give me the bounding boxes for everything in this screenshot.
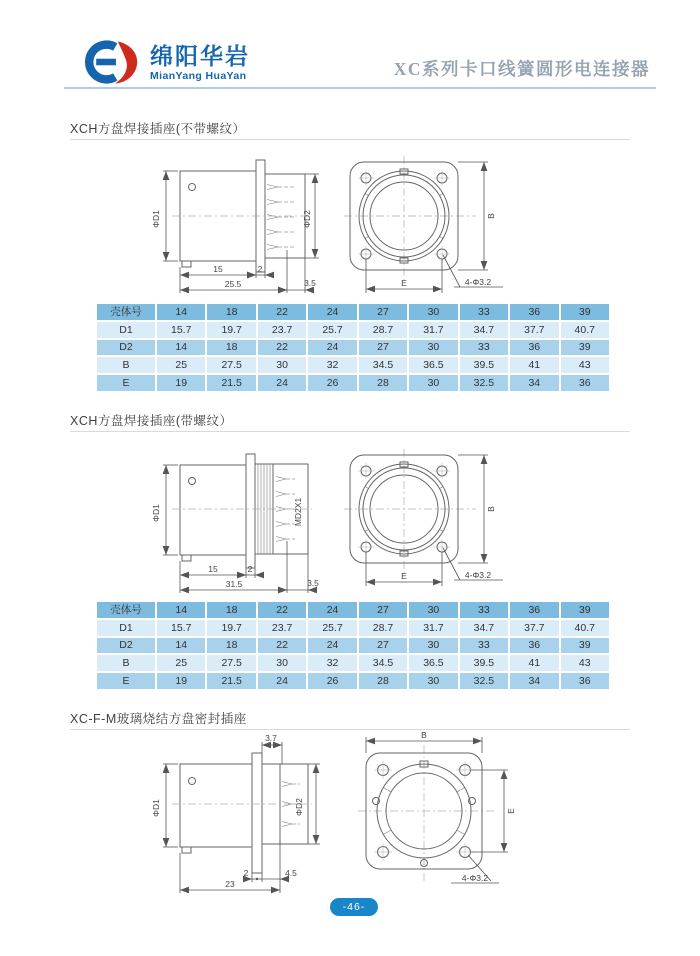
table-cell: 36: [510, 340, 558, 356]
table-header-cell: 30: [409, 304, 457, 320]
dim-label-total-length: 31.5: [225, 579, 243, 589]
table-cell: 24: [258, 673, 306, 689]
dim-label-mounting-holes: 4-Φ3.2: [461, 873, 489, 883]
dim-label-thread: MD2X1: [293, 497, 303, 527]
section-1-front-view-drawing: [342, 154, 507, 299]
table-cell: 27: [359, 340, 407, 356]
section-2-front-view-drawing: [342, 447, 507, 592]
table-row: [97, 638, 609, 654]
table-header-cell: 22: [258, 602, 306, 618]
table-cell: 39: [561, 638, 610, 654]
table-header-cell: 18: [207, 304, 255, 320]
table-header-cell: 壳体号: [97, 304, 155, 320]
dim-label-d1: ΦD1: [151, 210, 161, 228]
table-row: [97, 620, 609, 636]
table-cell: 30: [409, 340, 457, 356]
dim-label-body-length: 15: [208, 564, 218, 574]
table-cell: 37.7: [510, 620, 558, 636]
dimension-lines: [366, 162, 503, 293]
dimension-lines: [163, 171, 319, 293]
section-3-side-view-drawing: [150, 729, 350, 894]
brand-name-en: MianYang HuaYan: [150, 70, 247, 82]
connector-body: [180, 454, 308, 568]
table-cell: 34.5: [359, 655, 407, 671]
table-cell: 28.7: [359, 322, 407, 338]
table-header-cell: 壳体号: [97, 602, 155, 618]
table-cell: 25: [157, 655, 205, 671]
table-cell: 30: [258, 655, 306, 671]
connector-body: [180, 753, 308, 873]
table-cell: 34: [510, 375, 558, 391]
table-cell: 39.5: [460, 357, 508, 373]
dim-label-mounting-holes: 4-Φ3.2: [464, 570, 492, 580]
table-cell: 36: [561, 673, 610, 689]
dimension-lines: [163, 465, 316, 593]
table-cell: 36.5: [409, 357, 457, 373]
table-cell: 31.7: [409, 620, 457, 636]
table-cell: 30: [409, 673, 457, 689]
table-cell: 27.5: [207, 655, 255, 671]
table-cell: 30: [258, 357, 306, 373]
table-cell: 19.7: [207, 322, 255, 338]
table-cell: 22: [258, 638, 306, 654]
table-cell: 30: [409, 375, 457, 391]
document-title: XC系列卡口线簧圆形电连接器: [393, 59, 650, 79]
table-cell: 39: [561, 340, 610, 356]
table-header-cell: 39: [561, 304, 610, 320]
table-cell: 22: [258, 340, 306, 356]
table-cell: 19: [157, 673, 205, 689]
brand-name-cn: 绵阳华岩: [150, 43, 250, 69]
table-cell: 21.5: [207, 673, 255, 689]
table-cell: 37.7: [510, 322, 558, 338]
table-cell: E: [97, 375, 155, 391]
table-cell: 26: [308, 375, 356, 391]
table-cell: 19: [157, 375, 205, 391]
table-cell: 23.7: [258, 322, 306, 338]
table-cell: 28.7: [359, 620, 407, 636]
dim-label-mounting-holes: 4-Φ3.2: [464, 277, 492, 287]
table-cell: 24: [308, 638, 356, 654]
table-cell: 28: [359, 375, 407, 391]
table-cell: 32.5: [460, 673, 508, 689]
table-cell: 33: [460, 638, 508, 654]
table-cell: 33: [460, 340, 508, 356]
table-cell: 19.7: [207, 620, 255, 636]
dim-label-total-length: 23: [225, 879, 235, 889]
table-header-cell: 18: [207, 602, 255, 618]
table-header-cell: 22: [258, 304, 306, 320]
table-cell: E: [97, 673, 155, 689]
table-row: [97, 322, 609, 338]
table-cell: 40.7: [561, 322, 610, 338]
table-row: [97, 340, 609, 356]
table-header-cell: 33: [460, 602, 508, 618]
section-2-side-view-drawing: [150, 437, 350, 597]
table-cell: 34.5: [359, 357, 407, 373]
dim-label-pin-extension: 3.5: [304, 278, 316, 288]
dim-label-flange-thickness: 2: [247, 564, 253, 574]
section-3-title: XC-F-M玻璃烧结方盘密封插座: [70, 712, 247, 726]
table-cell: 15.7: [157, 620, 205, 636]
table-cell: 25.7: [308, 620, 356, 636]
section-1-divider: [70, 139, 630, 140]
table-header-cell: 30: [409, 602, 457, 618]
table-header-cell: 36: [510, 602, 558, 618]
table-cell: 27.5: [207, 357, 255, 373]
table-cell: 23.7: [258, 620, 306, 636]
dim-label-b: B: [486, 213, 496, 219]
table-cell: 24: [308, 340, 356, 356]
table-cell: 41: [510, 357, 558, 373]
dim-label-d1: ΦD1: [151, 504, 161, 522]
table-cell: 43: [561, 357, 610, 373]
header-divider: [64, 87, 656, 89]
dim-label-d1: ΦD1: [151, 799, 161, 817]
table-cell: 36: [510, 638, 558, 654]
table-cell: B: [97, 655, 155, 671]
dim-label-total-length: 25.5: [224, 279, 242, 289]
dim-label-b: B: [486, 506, 496, 512]
table-cell: 40.7: [561, 620, 610, 636]
table-cell: 31.7: [409, 322, 457, 338]
table-header-cell: 36: [510, 304, 558, 320]
table-cell: B: [97, 357, 155, 373]
table-cell: D2: [97, 638, 155, 654]
section-2-divider: [70, 431, 630, 432]
table-cell: 18: [207, 340, 255, 356]
table-header-cell: 14: [157, 602, 205, 618]
table-cell: 34: [510, 673, 558, 689]
table-cell: 34.7: [460, 620, 508, 636]
page-number-badge: -46-: [330, 898, 378, 916]
dim-label-flange-thickness: 2: [243, 868, 249, 878]
table-cell: 32: [308, 655, 356, 671]
dim-label-d2: ΦD2: [302, 210, 312, 228]
table-cell: 27: [359, 638, 407, 654]
dimension-table-1: [95, 302, 611, 393]
table-header-cell: 24: [308, 304, 356, 320]
table-row: [97, 375, 609, 391]
table-cell: 41: [510, 655, 558, 671]
dim-label-flange-thickness: 2: [257, 264, 263, 274]
section-1-title: XCH方盘焊接插座(不带螺纹）: [70, 122, 246, 136]
dimension-lines: [366, 455, 503, 586]
table-cell: 30: [409, 638, 457, 654]
solder-pins: [267, 185, 296, 250]
table-cell: 43: [561, 655, 610, 671]
dim-label-rear-length: 4.5: [285, 868, 297, 878]
table-cell: 36: [561, 375, 610, 391]
dim-label-b: B: [421, 731, 427, 740]
section-3-front-view-drawing: [356, 731, 536, 891]
section-1-side-view-drawing: [150, 147, 350, 297]
dim-label-e: E: [401, 278, 407, 288]
table-row: [97, 655, 609, 671]
table-cell: 25: [157, 357, 205, 373]
table-cell: D1: [97, 322, 155, 338]
table-header-cell: 27: [359, 304, 407, 320]
huayan-logo-icon: [84, 37, 146, 87]
table-cell: 28: [359, 673, 407, 689]
dim-label-e: E: [401, 571, 407, 581]
table-cell: 21.5: [207, 375, 255, 391]
table-cell: 39.5: [460, 655, 508, 671]
table-cell: 26: [308, 673, 356, 689]
table-cell: 14: [157, 340, 205, 356]
table-header-cell: 14: [157, 304, 205, 320]
table-header-cell: 27: [359, 602, 407, 618]
table-cell: D2: [97, 340, 155, 356]
table-cell: 32: [308, 357, 356, 373]
dimension-lines: [366, 737, 508, 883]
dim-label-e: E: [506, 808, 516, 814]
table-header-cell: 24: [308, 602, 356, 618]
table-row: [97, 357, 609, 373]
table-cell: 34.7: [460, 322, 508, 338]
dim-label-pin-extension: 3.5: [307, 578, 319, 588]
table-header-row: [97, 304, 609, 320]
table-cell: 32.5: [460, 375, 508, 391]
table-cell: D1: [97, 620, 155, 636]
dim-label-top-length: 3.7: [265, 733, 277, 743]
table-header-cell: 39: [561, 602, 610, 618]
table-header-row: [97, 602, 609, 618]
table-cell: 24: [258, 375, 306, 391]
section-2-title: XCH方盘焊接插座(带螺纹）: [70, 414, 233, 428]
table-cell: 36.5: [409, 655, 457, 671]
table-row: [97, 673, 609, 689]
table-header-cell: 33: [460, 304, 508, 320]
dimension-table-2: [95, 600, 611, 691]
table-cell: 18: [207, 638, 255, 654]
table-cell: 15.7: [157, 322, 205, 338]
table-cell: 14: [157, 638, 205, 654]
dim-label-d2: ΦD2: [294, 798, 304, 816]
dim-label-body-length: 15: [213, 264, 223, 274]
table-cell: 25.7: [308, 322, 356, 338]
